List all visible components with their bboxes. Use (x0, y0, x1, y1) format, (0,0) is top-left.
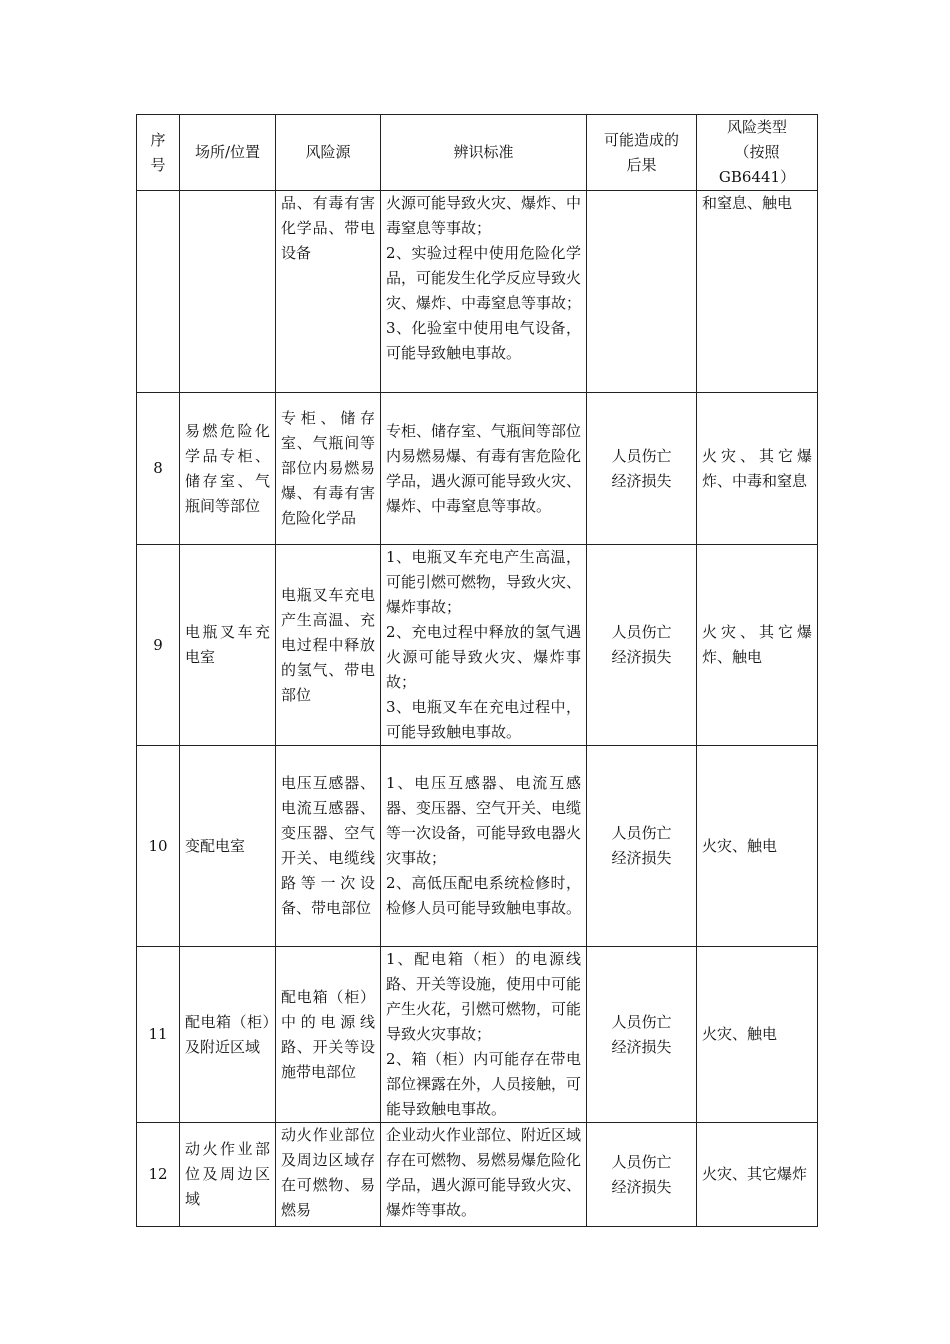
cell-risk-type: 火灾、其它爆炸、中毒和窒息 (697, 393, 818, 545)
cell-consequence (587, 191, 697, 393)
cell-source: 配电箱（柜）中的电源线路、开关等设施带电部位 (276, 947, 381, 1123)
cell-criteria: 1、配电箱（柜）的电源线路、开关等设施，使用中可能产生火花，引燃可燃物，可能导致火灾事故； 2、箱（柜）内可能存在带电部位裸露在外，人员接触，可能导致触电事故。 (381, 947, 587, 1123)
cell-source: 电瓶叉车充电产生高温、充电过程中释放的氢气、带电部位 (276, 545, 381, 746)
cell-location (180, 191, 276, 393)
cell-seq: 10 (137, 746, 180, 947)
cell-source: 动火作业部位及周边区域存在可燃物、易燃易 (276, 1123, 381, 1227)
cell-criteria: 1、电瓶叉车充电产生高温，可能引燃可燃物，导致火灾、爆炸事故； 2、充电过程中释放的氢气遇火源可能导致火灾、爆炸事故； 3、电瓶叉车在充电过程中，可能导致触电事故。 (381, 545, 587, 746)
cell-location: 配电箱（柜）及附近区域 (180, 947, 276, 1123)
cell-consequence: 人员伤亡 经济损失 (587, 746, 697, 947)
cell-seq (137, 191, 180, 393)
cell-consequence: 人员伤亡 经济损失 (587, 1123, 697, 1227)
cell-consequence: 人员伤亡 经济损失 (587, 393, 697, 545)
cell-risk-type: 火灾、其它爆炸、触电 (697, 545, 818, 746)
cell-risk-type: 火灾、触电 (697, 947, 818, 1123)
cell-criteria: 企业动火作业部位、附近区域存在可燃物、易燃易爆危险化学品，遇火源可能导致火灾、爆炸等事故。 (381, 1123, 587, 1227)
table-row (137, 191, 818, 393)
header-criteria: 辨识标准 (381, 115, 587, 191)
cell-location: 易燃危险化学品专柜、储存室、气瓶间等部位 (180, 393, 276, 545)
risk-identification-table (136, 114, 818, 1227)
cell-location: 电瓶叉车充电室 (180, 545, 276, 746)
cell-location: 变配电室 (180, 746, 276, 947)
cell-criteria: 1、电压互感器、电流互感器、变压器、空气开关、电缆等一次设备，可能导致电器火灾事故； 2、高低压配电系统检修时，检修人员可能导致触电事故。 (381, 746, 587, 947)
table-row (137, 947, 818, 1123)
cell-seq: 9 (137, 545, 180, 746)
table-row (137, 746, 818, 947)
cell-seq: 12 (137, 1123, 180, 1227)
cell-criteria: 专柜、储存室、气瓶间等部位内易燃易爆、有毒有害危险化学品，遇火源可能导致火灾、爆炸、中毒窒息等事故。 (381, 393, 587, 545)
cell-seq: 8 (137, 393, 180, 545)
table-row (137, 545, 818, 746)
header-source: 风险源 (276, 115, 381, 191)
cell-location: 动火作业部位及周边区域 (180, 1123, 276, 1227)
cell-risk-type: 火灾、其它爆炸 (697, 1123, 818, 1227)
header-consequence: 可能造成的 后果 (587, 115, 697, 191)
cell-source: 品、有毒有害化学品、带电设备 (276, 191, 381, 393)
cell-consequence: 人员伤亡 经济损失 (587, 947, 697, 1123)
cell-consequence: 人员伤亡 经济损失 (587, 545, 697, 746)
header-location: 场所/位置 (180, 115, 276, 191)
table-row (137, 393, 818, 545)
header-seq: 序 号 (137, 115, 180, 191)
cell-source: 专柜、储存室、气瓶间等部位内易燃易爆、有毒有害危险化学品 (276, 393, 381, 545)
table-row (137, 1123, 818, 1227)
cell-source: 电压互感器、电流互感器、变压器、空气开关、电缆线路等一次设备、带电部位 (276, 746, 381, 947)
table-header-row (137, 115, 818, 191)
header-risk-type: 风险类型 （按照 GB6441） (697, 115, 818, 191)
cell-risk-type: 和窒息、触电 (697, 191, 818, 393)
cell-risk-type: 火灾、触电 (697, 746, 818, 947)
cell-seq: 11 (137, 947, 180, 1123)
cell-criteria: 火源可能导致火灾、爆炸、中毒窒息等事故； 2、实验过程中使用危险化学品，可能发生化学反应导致火灾、爆炸、中毒窒息等事故； 3、化验室中使用电气设备，可能导致触电事故。 (381, 191, 587, 393)
